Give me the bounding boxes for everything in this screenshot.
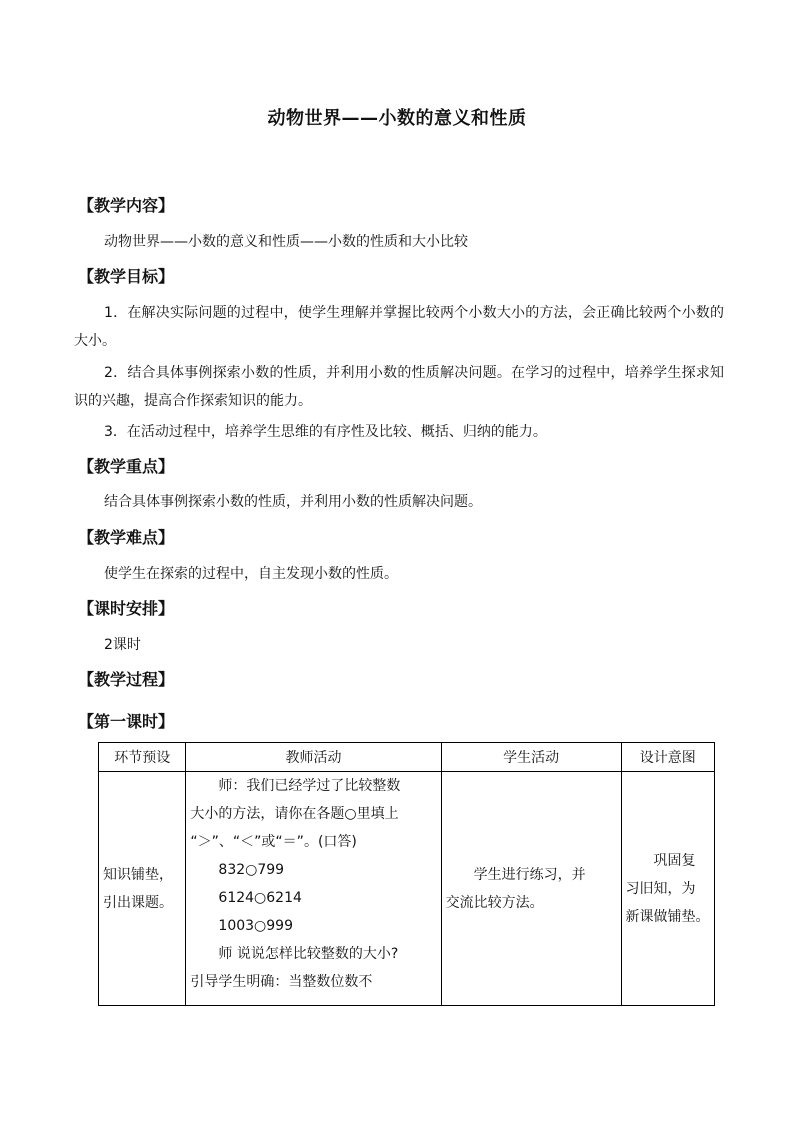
table-header-intent: 设计意图 [621,743,714,772]
heading-teaching-content: 【教学内容】 [78,196,175,215]
student-line-2: 交流比较方法。 [445,894,544,911]
table-header-stage: 环节预设 [99,743,186,772]
teaching-difficulty-text: 使学生在探索的过程中，自主发现小数的性质。 [104,566,398,582]
teacher-line-1: 师：我们已经学过了比较整数 [218,778,401,794]
heading-lesson-one: 【第一课时】 [78,712,175,731]
goal-item-1: 1．在解决实际问题的过程中，使学生理解并掌握比较两个小数大小的方法，会正确比较两个小数的大小。 [74,305,724,349]
heading-teaching-goals: 【教学目标】 [78,267,175,286]
teacher-line-7: 师 说说怎样比较整数的大小? [218,946,399,962]
table-header-student: 学生活动 [441,743,621,772]
heading-teaching-difficulty: 【教学难点】 [78,528,175,547]
intent-line-3: 新课做铺垫。 [625,908,710,925]
schedule-text: 2课时 [104,637,141,653]
teaching-key-text: 结合具体事例探索小数的性质，并利用小数的性质解决问题。 [104,494,482,510]
table-row [99,772,715,1006]
goal-item-2: 2．结合具体事例探索小数的性质，并利用小数的性质解决问题。在学习的过程中，培养学生探求知识的兴趣，提高合作探索知识的能力。 [74,365,724,409]
teacher-line-2: 大小的方法，请你在各题○里填上 [190,806,399,822]
student-line-1: 学生进行练习，并 [473,866,586,883]
stage-line-1: 知识铺垫， [103,866,173,883]
table-header-teacher: 教师活动 [186,743,441,772]
intent-line-1: 巩固复 [653,852,696,869]
lesson-table [98,742,715,1006]
heading-schedule: 【课时安排】 [78,599,175,618]
teacher-line-8: 引导学生明确：当整数位数不 [190,974,373,990]
teacher-line-6: 1003○999 [218,918,293,934]
cell-teacher-activity [186,772,441,1006]
heading-teaching-key: 【教学重点】 [78,457,175,476]
cell-student-activity [441,772,621,1006]
teaching-content-text: 动物世界——小数的意义和性质——小数的性质和大小比较 [104,234,468,250]
table-header-row [99,743,715,772]
document-title: 动物世界——小数的意义和性质 [267,108,527,129]
teacher-line-3: “＞”、“＜”或“＝”。(口答) [190,834,357,850]
stage-line-2: 引出课题。 [103,894,173,911]
heading-teaching-process: 【教学过程】 [78,670,175,689]
cell-design-intent [621,772,714,1006]
teacher-line-4: 832○799 [218,862,285,878]
cell-stage [99,772,186,1006]
goal-item-3: 3．在活动过程中，培养学生思维的有序性及比较、概括、归纳的能力。 [104,424,547,440]
teacher-line-5: 6124○6214 [218,890,302,906]
intent-line-2: 习旧知，为 [625,880,696,897]
